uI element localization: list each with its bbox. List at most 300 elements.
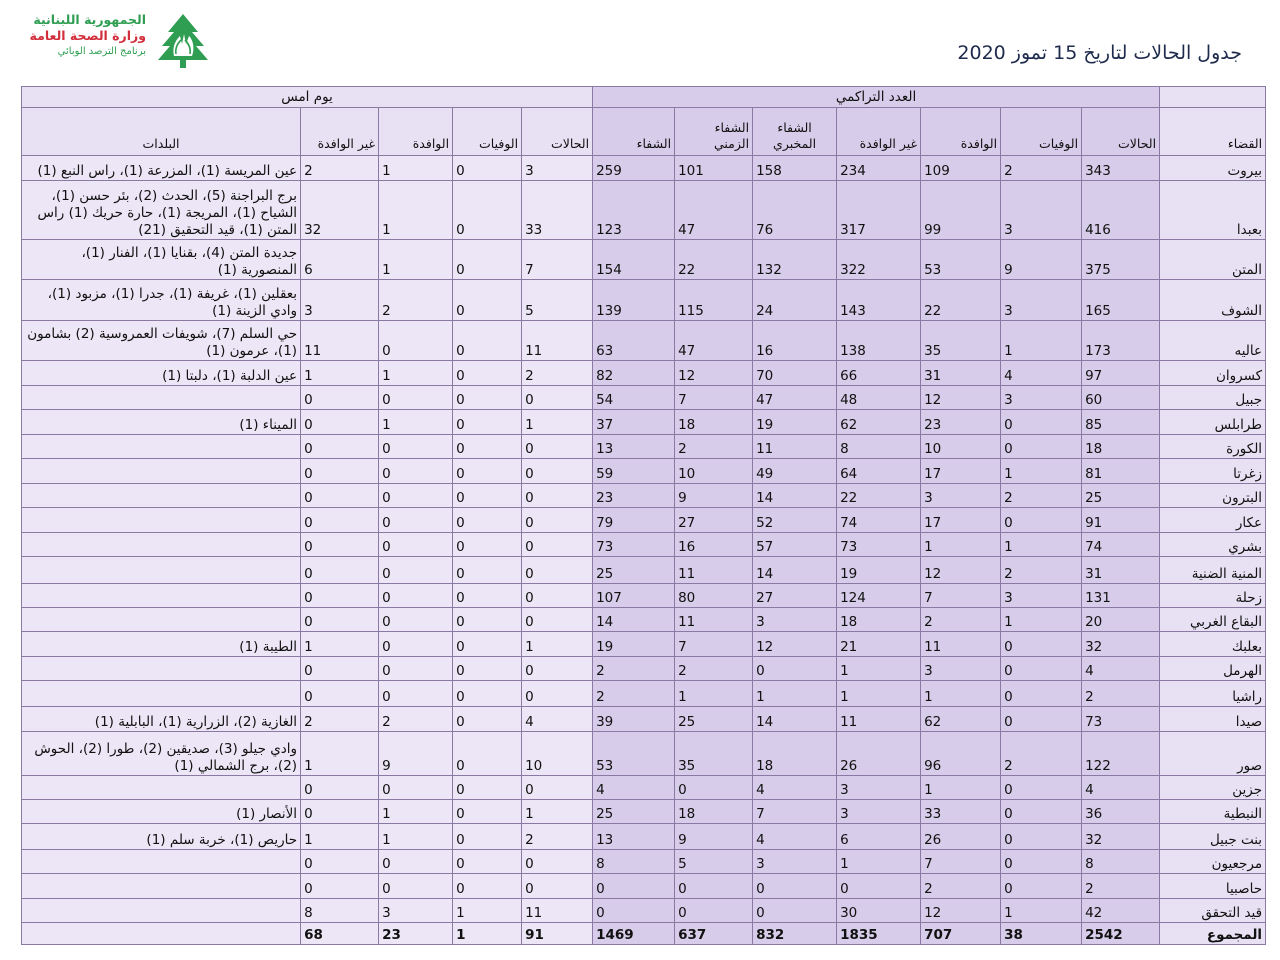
table-row <box>22 874 1266 899</box>
towns-cell: عين المريسة (1)، المزرعة (1)، راس النبع (1) <box>22 156 301 181</box>
yesterday-cases-cell: 11 <box>522 899 593 923</box>
yesterday-imported-cell: 1 <box>379 181 453 240</box>
towns-cell: الغازية (2)، الزرارية (1)، البابلية (1) <box>22 707 301 732</box>
time-recovery-cell: 11 <box>675 608 753 632</box>
caza-name-cell: النبطية <box>1160 800 1266 824</box>
cases-cell: 416 <box>1082 181 1160 240</box>
lab-recovery-cell: 19 <box>753 410 837 435</box>
table-row <box>22 240 1266 280</box>
recovery-cell: 19 <box>593 632 675 657</box>
time-recovery-cell: 35 <box>675 732 753 776</box>
non-imported-cell: 1 <box>837 850 921 874</box>
table-row <box>22 459 1266 484</box>
yesterday-non-imported-cell: 1 <box>301 361 379 386</box>
lab-recovery-cell: 0 <box>753 874 837 899</box>
yesterday-non-imported-cell: 0 <box>301 800 379 824</box>
towns-cell: الميناء (1) <box>22 410 301 435</box>
non-imported-cell: 22 <box>837 484 921 508</box>
table-row <box>22 707 1266 732</box>
yesterday-deaths-cell: 0 <box>453 608 522 632</box>
cases-cell: 173 <box>1082 321 1160 361</box>
deaths-cell: 0 <box>1001 632 1082 657</box>
cases-cell: 18 <box>1082 435 1160 459</box>
time-recovery-cell: 0 <box>675 776 753 800</box>
caza-name-cell: بنت جبيل <box>1160 824 1266 850</box>
recovery-cell: 63 <box>593 321 675 361</box>
cases-cell: 32 <box>1082 632 1160 657</box>
yesterday-non-imported-cell: 0 <box>301 435 379 459</box>
table-row <box>22 584 1266 608</box>
yesterday-imported-cell: 0 <box>379 321 453 361</box>
caza-name-cell: حاصبيا <box>1160 874 1266 899</box>
yesterday-deaths-cell: 0 <box>453 657 522 681</box>
non-imported-cell: 62 <box>837 410 921 435</box>
deaths-cell: 38 <box>1001 923 1082 945</box>
yesterday-imported-cell: 0 <box>379 874 453 899</box>
column-header-towns: البلدات <box>22 108 301 156</box>
non-imported-cell: 1835 <box>837 923 921 945</box>
yesterday-cases-cell: 0 <box>522 850 593 874</box>
imported-cell: 2 <box>921 874 1001 899</box>
yesterday-cases-cell: 7 <box>522 240 593 280</box>
yesterday-imported-cell: 0 <box>379 459 453 484</box>
imported-cell: 17 <box>921 508 1001 533</box>
imported-cell: 12 <box>921 899 1001 923</box>
column-header-yesterday-non-imported: غير الوافدة <box>301 108 379 156</box>
deaths-cell: 1 <box>1001 321 1082 361</box>
yesterday-deaths-cell: 0 <box>453 484 522 508</box>
yesterday-imported-cell: 0 <box>379 776 453 800</box>
yesterday-cases-cell: 0 <box>522 657 593 681</box>
recovery-cell: 25 <box>593 800 675 824</box>
yesterday-imported-cell: 0 <box>379 632 453 657</box>
yesterday-non-imported-cell: 68 <box>301 923 379 945</box>
yesterday-non-imported-cell: 1 <box>301 732 379 776</box>
table-row <box>22 800 1266 824</box>
yesterday-cases-cell: 0 <box>522 776 593 800</box>
towns-cell <box>22 899 301 923</box>
non-imported-cell: 19 <box>837 557 921 584</box>
imported-cell: 62 <box>921 707 1001 732</box>
towns-cell <box>22 508 301 533</box>
caza-name-cell: بعبدا <box>1160 181 1266 240</box>
imported-cell: 33 <box>921 800 1001 824</box>
non-imported-cell: 8 <box>837 435 921 459</box>
deaths-cell: 2 <box>1001 484 1082 508</box>
time-recovery-cell: 47 <box>675 181 753 240</box>
recovery-cell: 0 <box>593 899 675 923</box>
yesterday-deaths-cell: 1 <box>453 899 522 923</box>
yesterday-imported-cell: 1 <box>379 410 453 435</box>
recovery-cell: 2 <box>593 657 675 681</box>
lab-recovery-cell: 18 <box>753 732 837 776</box>
non-imported-cell: 3 <box>837 776 921 800</box>
lab-recovery-cell: 47 <box>753 386 837 410</box>
time-recovery-cell: 2 <box>675 657 753 681</box>
imported-cell: 99 <box>921 181 1001 240</box>
table-row <box>22 557 1266 584</box>
yesterday-deaths-cell: 0 <box>453 533 522 557</box>
deaths-cell: 2 <box>1001 557 1082 584</box>
yesterday-deaths-cell: 0 <box>453 632 522 657</box>
lab-recovery-cell: 3 <box>753 850 837 874</box>
yesterday-deaths-cell: 0 <box>453 156 522 181</box>
column-header-yesterday-deaths: الوفيات <box>453 108 522 156</box>
time-recovery-cell: 25 <box>675 707 753 732</box>
imported-cell: 2 <box>921 608 1001 632</box>
deaths-cell: 1 <box>1001 608 1082 632</box>
table-row <box>22 899 1266 923</box>
cases-cell: 74 <box>1082 533 1160 557</box>
yesterday-cases-cell: 10 <box>522 732 593 776</box>
time-recovery-cell: 16 <box>675 533 753 557</box>
caza-name-cell: مرجعيون <box>1160 850 1266 874</box>
deaths-cell: 2 <box>1001 732 1082 776</box>
yesterday-imported-cell: 0 <box>379 557 453 584</box>
lab-recovery-cell: 1 <box>753 681 837 707</box>
caza-name-cell: عاليه <box>1160 321 1266 361</box>
time-recovery-cell: 0 <box>675 874 753 899</box>
cases-cell: 31 <box>1082 557 1160 584</box>
recovery-cell: 82 <box>593 361 675 386</box>
cases-cell: 85 <box>1082 410 1160 435</box>
caza-name-cell: صيدا <box>1160 707 1266 732</box>
lab-recovery-cell: 14 <box>753 557 837 584</box>
imported-cell: 7 <box>921 584 1001 608</box>
lab-recovery-cell: 14 <box>753 484 837 508</box>
towns-cell <box>22 874 301 899</box>
yesterday-deaths-cell: 0 <box>453 410 522 435</box>
yesterday-deaths-cell: 0 <box>453 584 522 608</box>
deaths-cell: 9 <box>1001 240 1082 280</box>
yesterday-imported-cell: 23 <box>379 923 453 945</box>
yesterday-imported-cell: 0 <box>379 435 453 459</box>
ministry-line-republic: الجمهورية اللبنانية <box>33 12 146 27</box>
recovery-cell: 259 <box>593 156 675 181</box>
yesterday-cases-cell: 0 <box>522 681 593 707</box>
recovery-cell: 37 <box>593 410 675 435</box>
imported-cell: 10 <box>921 435 1001 459</box>
table-row <box>22 657 1266 681</box>
cases-cell: 97 <box>1082 361 1160 386</box>
yesterday-non-imported-cell: 0 <box>301 386 379 410</box>
yesterday-imported-cell: 9 <box>379 732 453 776</box>
column-header-lab-recovery: الشفاء المخبري <box>753 108 837 156</box>
non-imported-cell: 74 <box>837 508 921 533</box>
table-row <box>22 533 1266 557</box>
cases-cell: 8 <box>1082 850 1160 874</box>
cases-cell: 2 <box>1082 874 1160 899</box>
towns-cell <box>22 681 301 707</box>
time-recovery-cell: 7 <box>675 632 753 657</box>
yesterday-imported-cell: 2 <box>379 707 453 732</box>
yesterday-deaths-cell: 0 <box>453 776 522 800</box>
lab-recovery-cell: 158 <box>753 156 837 181</box>
yesterday-non-imported-cell: 0 <box>301 557 379 584</box>
yesterday-imported-cell: 0 <box>379 681 453 707</box>
yesterday-non-imported-cell: 3 <box>301 280 379 321</box>
imported-cell: 707 <box>921 923 1001 945</box>
non-imported-cell: 11 <box>837 707 921 732</box>
recovery-cell: 139 <box>593 280 675 321</box>
non-imported-cell: 48 <box>837 386 921 410</box>
time-recovery-cell: 22 <box>675 240 753 280</box>
yesterday-non-imported-cell: 2 <box>301 707 379 732</box>
ministry-header <box>18 12 146 60</box>
recovery-cell: 59 <box>593 459 675 484</box>
page-title: جدول الحالات لتاريخ 15 تموز 2020 <box>957 42 1242 64</box>
towns-cell: عين الدلبة (1)، دلبتا (1) <box>22 361 301 386</box>
lab-recovery-cell: 11 <box>753 435 837 459</box>
lab-recovery-cell: 52 <box>753 508 837 533</box>
caza-name-cell: صور <box>1160 732 1266 776</box>
cases-cell: 165 <box>1082 280 1160 321</box>
yesterday-imported-cell: 0 <box>379 584 453 608</box>
time-recovery-cell: 0 <box>675 899 753 923</box>
yesterday-non-imported-cell: 0 <box>301 508 379 533</box>
yesterday-deaths-cell: 0 <box>453 874 522 899</box>
yesterday-deaths-cell: 0 <box>453 280 522 321</box>
table-row <box>22 508 1266 533</box>
column-header-yesterday-cases: الحالات <box>522 108 593 156</box>
towns-cell: وادي جيلو (3)، صديقين (2)، طورا (2)، الحوش (2)، برج الشمالي (1) <box>22 732 301 776</box>
imported-cell: 17 <box>921 459 1001 484</box>
yesterday-deaths-cell: 0 <box>453 707 522 732</box>
yesterday-cases-cell: 0 <box>522 584 593 608</box>
yesterday-imported-cell: 0 <box>379 608 453 632</box>
caza-name-cell: جبيل <box>1160 386 1266 410</box>
yesterday-cases-cell: 0 <box>522 459 593 484</box>
ministry-line-program: برنامج الترصد الوبائي <box>57 46 146 57</box>
yesterday-deaths-cell: 0 <box>453 181 522 240</box>
table-row <box>22 410 1266 435</box>
yesterday-cases-cell: 1 <box>522 410 593 435</box>
yesterday-imported-cell: 0 <box>379 484 453 508</box>
yesterday-non-imported-cell: 0 <box>301 608 379 632</box>
table-row <box>22 732 1266 776</box>
cases-cell: 131 <box>1082 584 1160 608</box>
yesterday-non-imported-cell: 2 <box>301 156 379 181</box>
yesterday-non-imported-cell: 8 <box>301 899 379 923</box>
yesterday-imported-cell: 3 <box>379 899 453 923</box>
table-row <box>22 435 1266 459</box>
recovery-cell: 123 <box>593 181 675 240</box>
yesterday-cases-cell: 0 <box>522 608 593 632</box>
table-row <box>22 824 1266 850</box>
caza-name-cell: المتن <box>1160 240 1266 280</box>
yesterday-deaths-cell: 0 <box>453 240 522 280</box>
yesterday-cases-cell: 2 <box>522 824 593 850</box>
deaths-cell: 0 <box>1001 874 1082 899</box>
deaths-cell: 1 <box>1001 459 1082 484</box>
towns-cell: حاريص (1)، خربة سلم (1) <box>22 824 301 850</box>
recovery-cell: 8 <box>593 850 675 874</box>
imported-cell: 3 <box>921 484 1001 508</box>
time-recovery-cell: 80 <box>675 584 753 608</box>
table-row <box>22 776 1266 800</box>
time-recovery-cell: 637 <box>675 923 753 945</box>
caza-name-cell: جزين <box>1160 776 1266 800</box>
recovery-cell: 54 <box>593 386 675 410</box>
imported-cell: 7 <box>921 850 1001 874</box>
time-recovery-cell: 7 <box>675 386 753 410</box>
cedar-hands-logo-icon <box>152 10 214 70</box>
column-header-cases: الحالات <box>1082 108 1160 156</box>
imported-cell: 22 <box>921 280 1001 321</box>
yesterday-cases-cell: 0 <box>522 484 593 508</box>
cases-cell: 42 <box>1082 899 1160 923</box>
deaths-cell: 0 <box>1001 508 1082 533</box>
towns-cell <box>22 459 301 484</box>
caza-name-cell: المجموع <box>1160 923 1266 945</box>
time-recovery-cell: 1 <box>675 681 753 707</box>
cases-cell: 4 <box>1082 776 1160 800</box>
yesterday-cases-cell: 0 <box>522 874 593 899</box>
towns-cell: الأنصار (1) <box>22 800 301 824</box>
column-header-non-imported: غير الوافدة <box>837 108 921 156</box>
recovery-cell: 25 <box>593 557 675 584</box>
time-recovery-cell: 10 <box>675 459 753 484</box>
lab-recovery-cell: 70 <box>753 361 837 386</box>
cases-cell: 73 <box>1082 707 1160 732</box>
non-imported-cell: 143 <box>837 280 921 321</box>
yesterday-cases-cell: 0 <box>522 557 593 584</box>
recovery-cell: 1469 <box>593 923 675 945</box>
yesterday-deaths-cell: 0 <box>453 824 522 850</box>
yesterday-deaths-cell: 0 <box>453 850 522 874</box>
cases-cell: 375 <box>1082 240 1160 280</box>
imported-cell: 1 <box>921 681 1001 707</box>
time-recovery-cell: 47 <box>675 321 753 361</box>
ministry-line-ministry: وزارة الصحة العامة <box>29 28 146 43</box>
yesterday-deaths-cell: 0 <box>453 800 522 824</box>
non-imported-cell: 21 <box>837 632 921 657</box>
lab-recovery-cell: 57 <box>753 533 837 557</box>
yesterday-non-imported-cell: 0 <box>301 459 379 484</box>
deaths-cell: 3 <box>1001 584 1082 608</box>
table-row <box>22 850 1266 874</box>
caza-name-cell: بيروت <box>1160 156 1266 181</box>
non-imported-cell: 317 <box>837 181 921 240</box>
cases-cell: 32 <box>1082 824 1160 850</box>
deaths-cell: 1 <box>1001 899 1082 923</box>
recovery-cell: 13 <box>593 435 675 459</box>
yesterday-deaths-cell: 0 <box>453 681 522 707</box>
cases-table <box>21 86 1266 945</box>
towns-cell: حي السلم (7)، شويفات العمروسية (2) بشامون (1)، عرمون (1) <box>22 321 301 361</box>
deaths-cell: 3 <box>1001 280 1082 321</box>
caza-name-cell: الهرمل <box>1160 657 1266 681</box>
non-imported-cell: 1 <box>837 657 921 681</box>
yesterday-non-imported-cell: 0 <box>301 657 379 681</box>
lab-recovery-cell: 0 <box>753 899 837 923</box>
towns-cell <box>22 850 301 874</box>
recovery-cell: 23 <box>593 484 675 508</box>
caza-name-cell: راشيا <box>1160 681 1266 707</box>
yesterday-imported-cell: 1 <box>379 824 453 850</box>
imported-cell: 1 <box>921 533 1001 557</box>
yesterday-imported-cell: 2 <box>379 280 453 321</box>
non-imported-cell: 3 <box>837 800 921 824</box>
yesterday-cases-cell: 4 <box>522 707 593 732</box>
recovery-cell: 4 <box>593 776 675 800</box>
yesterday-imported-cell: 0 <box>379 533 453 557</box>
yesterday-non-imported-cell: 32 <box>301 181 379 240</box>
imported-cell: 31 <box>921 361 1001 386</box>
deaths-cell: 0 <box>1001 657 1082 681</box>
yesterday-deaths-cell: 0 <box>453 321 522 361</box>
yesterday-deaths-cell: 0 <box>453 459 522 484</box>
yesterday-non-imported-cell: 11 <box>301 321 379 361</box>
table-row <box>22 386 1266 410</box>
total-row <box>22 923 1266 945</box>
recovery-cell: 39 <box>593 707 675 732</box>
yesterday-non-imported-cell: 6 <box>301 240 379 280</box>
time-recovery-cell: 9 <box>675 484 753 508</box>
cases-cell: 2542 <box>1082 923 1160 945</box>
yesterday-cases-cell: 0 <box>522 508 593 533</box>
caza-name-cell: الكورة <box>1160 435 1266 459</box>
imported-cell: 3 <box>921 657 1001 681</box>
header-columns-row <box>22 108 1266 156</box>
column-header-yesterday-imported: الوافدة <box>379 108 453 156</box>
imported-cell: 12 <box>921 386 1001 410</box>
caza-name-cell: بعلبك <box>1160 632 1266 657</box>
towns-cell <box>22 923 301 945</box>
caza-name-cell: بشري <box>1160 533 1266 557</box>
lab-recovery-cell: 49 <box>753 459 837 484</box>
yesterday-deaths-cell: 0 <box>453 386 522 410</box>
caza-name-cell: البقاع الغربي <box>1160 608 1266 632</box>
towns-cell: جديدة المتن (4)، بقنايا (1)، الفنار (1)، المنصورية (1) <box>22 240 301 280</box>
cases-cell: 36 <box>1082 800 1160 824</box>
yesterday-cases-cell: 5 <box>522 280 593 321</box>
time-recovery-cell: 9 <box>675 824 753 850</box>
table-row <box>22 280 1266 321</box>
caza-name-cell: قيد التحقق <box>1160 899 1266 923</box>
non-imported-cell: 0 <box>837 874 921 899</box>
non-imported-cell: 138 <box>837 321 921 361</box>
towns-cell <box>22 584 301 608</box>
yesterday-cases-cell: 2 <box>522 361 593 386</box>
towns-cell: برج البراجنة (5)، الحدث (2)، بئر حسن (1)، الشياح (1)، المريجة (1)، حارة حريك (1) راس المتن (1)، قيد التحقيق (21) <box>22 181 301 240</box>
cases-cell: 81 <box>1082 459 1160 484</box>
imported-cell: 1 <box>921 776 1001 800</box>
caza-name-cell: زغرتا <box>1160 459 1266 484</box>
lab-recovery-cell: 4 <box>753 824 837 850</box>
time-recovery-cell: 12 <box>675 361 753 386</box>
imported-cell: 26 <box>921 824 1001 850</box>
imported-cell: 96 <box>921 732 1001 776</box>
recovery-cell: 0 <box>593 874 675 899</box>
imported-cell: 109 <box>921 156 1001 181</box>
yesterday-deaths-cell: 0 <box>453 361 522 386</box>
yesterday-imported-cell: 1 <box>379 361 453 386</box>
caza-name-cell: كسروان <box>1160 361 1266 386</box>
yesterday-imported-cell: 1 <box>379 240 453 280</box>
cases-cell: 2 <box>1082 681 1160 707</box>
yesterday-non-imported-cell: 0 <box>301 484 379 508</box>
deaths-cell: 0 <box>1001 800 1082 824</box>
caza-name-cell: طرابلس <box>1160 410 1266 435</box>
yesterday-cases-cell: 1 <box>522 632 593 657</box>
table-row <box>22 484 1266 508</box>
caza-name-cell: زحلة <box>1160 584 1266 608</box>
caza-name-cell: المنية الضنية <box>1160 557 1266 584</box>
non-imported-cell: 64 <box>837 459 921 484</box>
yesterday-cases-cell: 3 <box>522 156 593 181</box>
lab-recovery-cell: 12 <box>753 632 837 657</box>
